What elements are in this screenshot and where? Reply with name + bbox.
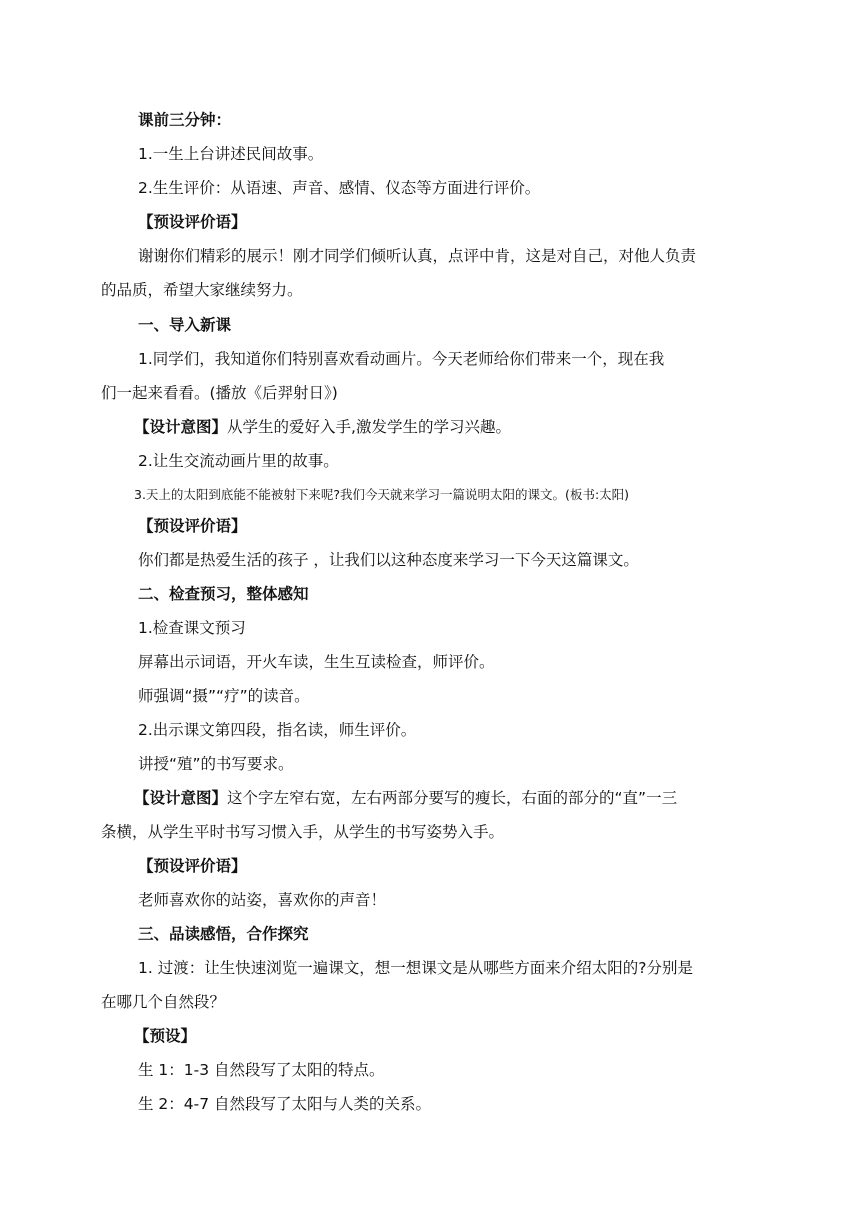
text-line: 3.天上的太阳到底能不能被射下来呢?我们今天就来学习一篇说明太阳的课文。(板书:太阳): [134, 487, 630, 502]
text-line: 2.让生交流动画片里的故事。: [138, 452, 339, 470]
pre-class-heading: 课前三分钟：: [138, 111, 232, 129]
design-intent-text: 这个字左窄右宽，左右两部分要写的瘦长，右面的部分的“直”一三: [227, 789, 678, 807]
text-line: 你们都是热爱生活的孩子 ，让我们以这种态度来学习一下今天这篇课文。: [138, 551, 639, 569]
section-heading: 三、品读感悟，合作探究: [138, 925, 309, 943]
text-line: 生 1：1-3 自然段写了太阳的特点。: [138, 1061, 385, 1079]
text-line: 生 2：4-7 自然段写了太阳与人类的关系。: [138, 1095, 432, 1113]
text-line: 在哪几个自然段？: [101, 993, 226, 1011]
text-line: 谢谢你们精彩的展示！刚才同学们倾听认真，点评中肯，这是对自己，对他人负责: [138, 247, 697, 265]
text-line: 2.生生评价：从语速、声音、感情、仪态等方面进行评价。: [138, 179, 541, 197]
text-line: 屏幕出示词语，开火车读，生生互读检查，师评价。: [138, 653, 495, 671]
section-label: 【预设评价语】: [138, 857, 247, 875]
section-heading: 二、检查预习，整体感知: [138, 585, 309, 603]
section-label: 【预设评价语】: [138, 517, 247, 535]
text-line: 老师喜欢你的站姿，喜欢你的声音！: [138, 891, 387, 909]
text-line: 1.一生上台讲述民间故事。: [138, 145, 324, 163]
section-heading: 一、导入新课: [138, 316, 232, 334]
text-line: 1. 过渡：让生快速浏览一遍课文，想一想课文是从哪些方面来介绍太阳的?分别是: [138, 959, 693, 977]
text-line: 2.出示课文第四段，指名读，师生评价。: [138, 721, 417, 739]
text-line: 们一起来看看。(播放《后羿射日》): [101, 384, 338, 402]
design-intent-line: [134, 788, 677, 808]
text-line: 的品质，希望大家继续努力。: [101, 281, 303, 299]
text-line: 师强调“摄”“疗”的读音。: [138, 687, 310, 705]
text-line: 1.检查课文预习: [138, 619, 246, 637]
design-intent-label: 【设计意图】: [134, 418, 228, 436]
section-label: 【预设评价语】: [138, 213, 247, 231]
section-label: 【预设】: [134, 1027, 197, 1045]
text-line: 条横，从学生平时书写习惯入手，从学生的书写姿势入手。: [101, 823, 505, 841]
design-intent-text: 从学生的爱好入手,激发学生的学习兴趣。: [227, 418, 511, 436]
design-intent-line: [134, 417, 511, 437]
text-line: 1.同学们，我知道你们特别喜欢看动画片。今天老师给你们带来一个，现在我: [138, 350, 665, 368]
text-line: 讲授“殖”的书写要求。: [138, 755, 294, 773]
design-intent-label: 【设计意图】: [134, 789, 228, 807]
